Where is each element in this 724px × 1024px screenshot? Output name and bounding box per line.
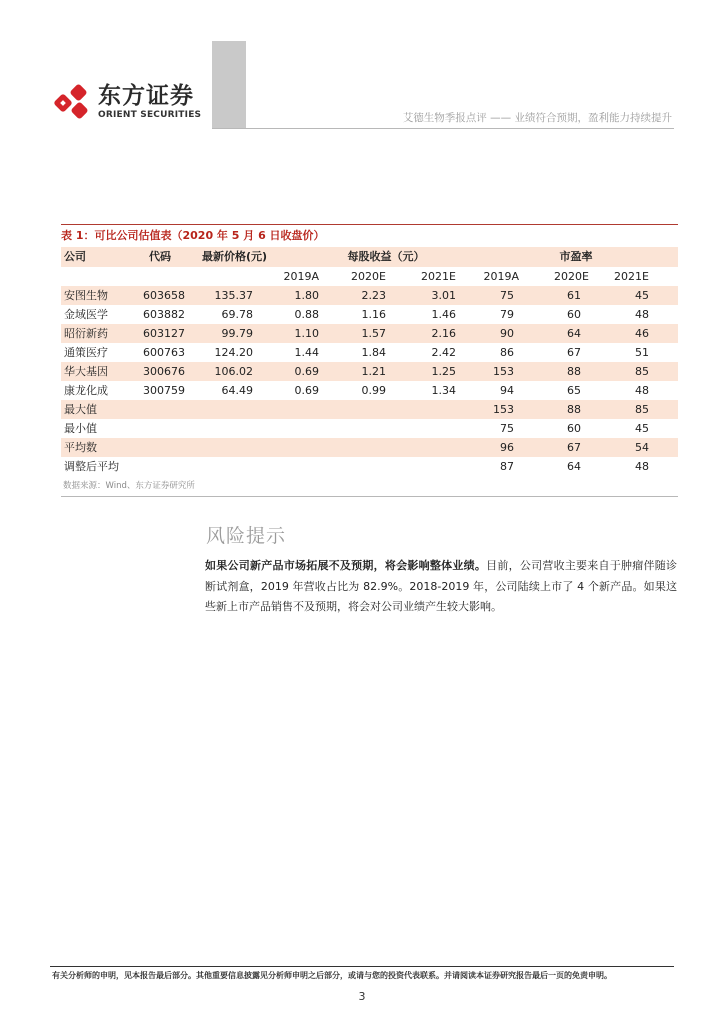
logo-chinese-name: 东方证券	[98, 83, 194, 109]
stock-code: 300676	[143, 365, 185, 378]
pe-2021: 85	[635, 403, 649, 416]
pe-2020: 88	[567, 365, 581, 378]
stock-code: 603127	[143, 327, 185, 340]
company-name: 金域医学	[64, 308, 108, 321]
report-title: 艾德生物季报点评 —— 业绩符合预期，盈利能力持续提升	[402, 112, 672, 124]
eps-2020: 0.99	[361, 384, 386, 397]
eps-2020: 1.84	[361, 346, 386, 359]
table-row	[61, 381, 678, 400]
header-company: 公司	[64, 250, 86, 263]
price: 69.78	[221, 308, 253, 321]
year-pe-2021: 2021E	[614, 270, 649, 283]
pe-2020: 88	[567, 403, 581, 416]
pe-2021: 85	[635, 365, 649, 378]
pe-2019: 153	[493, 403, 514, 416]
pe-2019: 79	[500, 308, 514, 321]
price: 99.79	[221, 327, 253, 340]
risk-heading: 风险提示	[206, 525, 287, 547]
table-title: 表 1：可比公司估值表（2020 年 5 月 6 日收盘价）	[61, 229, 325, 242]
stock-code: 603882	[143, 308, 185, 321]
risk-paragraph	[205, 556, 677, 618]
eps-2021: 2.42	[431, 346, 456, 359]
summary-label: 最大值	[64, 403, 97, 416]
eps-2019: 1.10	[294, 327, 319, 340]
pe-2020: 67	[567, 346, 581, 359]
company-name: 康龙化成	[64, 384, 108, 397]
summary-row	[61, 419, 678, 438]
pe-2020: 61	[567, 289, 581, 302]
data-source-note: 数据来源：Wind、东方证券研究所	[63, 481, 195, 491]
eps-2021: 1.46	[431, 308, 456, 321]
pe-2021: 45	[635, 422, 649, 435]
header-divider	[212, 128, 674, 129]
pe-2020: 64	[567, 327, 581, 340]
pe-2021: 48	[635, 384, 649, 397]
pe-2021: 48	[635, 460, 649, 473]
pe-2020: 60	[567, 422, 581, 435]
risk-body-text: 目前，公司营收主要来自于肿瘤伴随诊断试剂盒，2019 年营收占比为 82.9%。2018-2019 年，公司陆续上市了 4 个新产品。如果这些新上市产品销售不及预期，将会对公司业绩产生较大影响。	[205, 559, 678, 613]
pe-2020: 65	[567, 384, 581, 397]
eps-2020: 1.57	[361, 327, 386, 340]
header-price: 最新价格(元)	[202, 250, 268, 263]
pe-2021: 54	[635, 441, 649, 454]
company-name: 通策医疗	[64, 346, 108, 359]
price: 135.37	[214, 289, 253, 302]
valuation-table	[61, 224, 678, 497]
table-row	[61, 343, 678, 362]
header-eps-group: 每股收益（元）	[347, 250, 425, 263]
table-row	[61, 305, 678, 324]
pe-2021: 51	[635, 346, 649, 359]
pe-2020: 67	[567, 441, 581, 454]
table-row	[61, 362, 678, 381]
year-pe-2020: 2020E	[554, 270, 589, 283]
eps-2019: 1.80	[294, 289, 319, 302]
footer-disclaimer: 有关分析师的申明，见本报告最后部分。其他重要信息披露见分析师申明之后部分，或请与您的投资代表联系。并请阅读本证券研究报告最后一页的免责申明。	[52, 971, 612, 980]
pe-2019: 94	[500, 384, 514, 397]
eps-2021: 3.01	[431, 289, 456, 302]
eps-2019: 1.44	[294, 346, 319, 359]
table-row	[61, 286, 678, 305]
pe-2019: 86	[500, 346, 514, 359]
summary-label: 最小值	[64, 422, 97, 435]
pe-2019: 153	[493, 365, 514, 378]
pe-2019: 75	[500, 289, 514, 302]
eps-2019: 0.69	[294, 384, 319, 397]
pe-2019: 96	[500, 441, 514, 454]
price: 64.49	[221, 384, 253, 397]
summary-row	[61, 438, 678, 457]
stock-code: 600763	[143, 346, 185, 359]
eps-2021: 1.34	[431, 384, 456, 397]
table-bottom-rule	[61, 496, 678, 497]
header-code: 代码	[149, 250, 171, 263]
pe-2019: 90	[500, 327, 514, 340]
summary-row	[61, 457, 678, 476]
eps-2021: 1.25	[431, 365, 456, 378]
eps-2020: 1.21	[361, 365, 386, 378]
summary-label: 调整后平均	[64, 460, 119, 473]
header-pe-group: 市盈率	[559, 250, 593, 263]
price: 106.02	[214, 365, 253, 378]
eps-2020: 1.16	[361, 308, 386, 321]
pe-2021: 48	[635, 308, 649, 321]
summary-label: 平均数	[64, 441, 97, 454]
header-decor-block	[212, 41, 246, 128]
pe-2020: 64	[567, 460, 581, 473]
stock-code: 603658	[143, 289, 185, 302]
year-eps-2020: 2020E	[351, 270, 386, 283]
table-header-row	[61, 247, 678, 267]
eps-2019: 0.88	[294, 308, 319, 321]
orient-securities-logo-icon	[52, 84, 92, 120]
table-row	[61, 324, 678, 343]
pe-2019: 87	[500, 460, 514, 473]
year-pe-2019: 2019A	[483, 270, 519, 283]
page-number: 3	[358, 990, 366, 1003]
price: 124.20	[214, 346, 253, 359]
company-name: 昭衍新药	[64, 327, 108, 340]
pe-2021: 45	[635, 289, 649, 302]
risk-bold-text: 如果公司新产品市场拓展不及预期，将会影响整体业绩。	[205, 559, 487, 572]
pe-2020: 60	[567, 308, 581, 321]
table-year-row	[61, 267, 678, 286]
company-name: 安图生物	[64, 289, 108, 302]
eps-2021: 2.16	[431, 327, 456, 340]
stock-code: 300759	[143, 384, 185, 397]
logo-english-name: ORIENT SECURITIES	[98, 110, 202, 120]
summary-row	[61, 400, 678, 419]
company-name: 华大基因	[64, 365, 108, 378]
pe-2021: 46	[635, 327, 649, 340]
year-eps-2021: 2021E	[421, 270, 456, 283]
eps-2019: 0.69	[294, 365, 319, 378]
footer-divider	[50, 966, 674, 967]
pe-2019: 75	[500, 422, 514, 435]
eps-2020: 2.23	[361, 289, 386, 302]
year-eps-2019: 2019A	[283, 270, 319, 283]
